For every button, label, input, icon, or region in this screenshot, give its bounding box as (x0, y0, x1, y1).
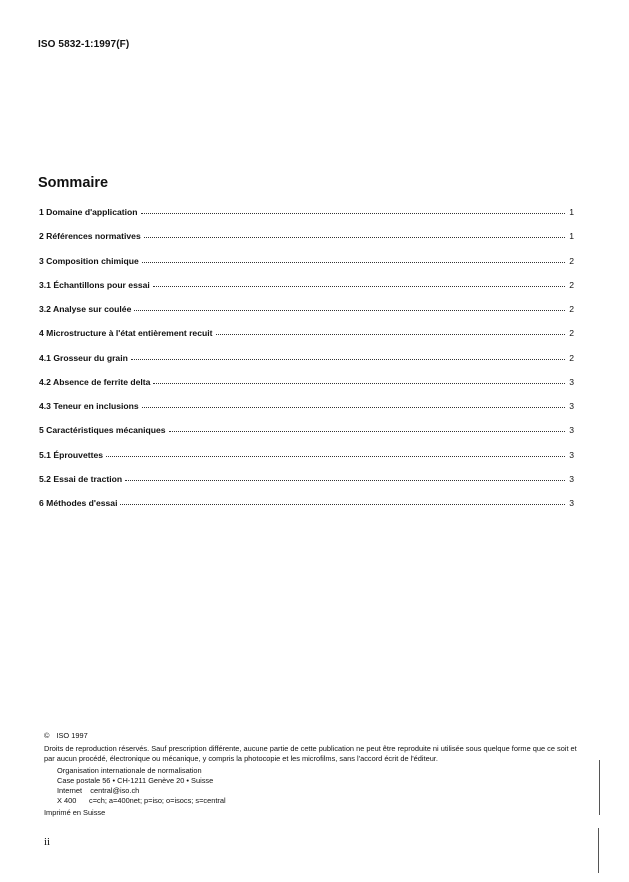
page-number: ii (44, 836, 51, 848)
toc-entry-label: 4 Microstructure à l'état entièrement recuit (39, 328, 213, 339)
toc-entry[interactable] (39, 280, 574, 304)
dot-leader (153, 383, 565, 384)
toc-entry[interactable] (39, 498, 574, 522)
copyright-icon: © (44, 731, 50, 740)
dot-leader (169, 431, 565, 432)
dot-leader (106, 456, 565, 457)
toc-entry[interactable] (39, 207, 574, 231)
dot-leader (134, 310, 565, 311)
dot-leader (131, 359, 565, 360)
toc-entry-label: 4.2 Absence de ferrite delta (39, 376, 151, 387)
toc-entry-label: 2 Références normatives (39, 231, 141, 242)
copyright-text: ISO 1997 (56, 731, 88, 740)
toc-entry-page: 2 (569, 328, 574, 339)
dot-leader (120, 504, 565, 505)
toc-entry[interactable] (39, 401, 574, 425)
toc-entry-page: 2 (569, 352, 574, 363)
copyright-line (44, 731, 584, 741)
dot-leader (142, 407, 565, 408)
toc-entry-page: 2 (569, 279, 574, 290)
toc-title: Sommaire (38, 175, 109, 191)
toc-entry-label: 1 Domaine d'application (39, 207, 138, 217)
x400-label: X 400 (57, 796, 77, 805)
toc-entry-label: 4.3 Teneur en inclusions (39, 401, 139, 411)
rights-statement: Droits de reproduction réservés. Sauf prescription différente, aucune partie de cette publication ne peut être reproduite ni utilisée sous quelque forme que ce soit et par aucun procédé, électronique ou mécanique, y compris la photocopie et les microfilms, sans l'accord écrit de l'éditeur. (44, 744, 577, 763)
dot-leader (216, 334, 566, 335)
toc-entry-page: 2 (569, 304, 574, 314)
toc-entry[interactable] (39, 377, 574, 401)
organization-block (57, 766, 584, 806)
toc-entry-label: 5 Caractéristiques mécaniques (39, 425, 166, 436)
toc-entry[interactable] (39, 353, 574, 377)
scan-edge-mark (599, 760, 600, 815)
organization-name: Organisation internationale de normalisation (57, 766, 202, 775)
toc-entry[interactable] (39, 474, 574, 498)
toc-entry-label: 5.2 Essai de traction (39, 473, 123, 484)
toc-entry-label: 3.2 Analyse sur coulée (39, 304, 132, 314)
toc-entry-page: 3 (569, 401, 574, 411)
toc-entry-label: 5.1 Éprouvettes (39, 449, 103, 460)
document-header: ISO 5832-1:1997(F) (38, 39, 130, 50)
toc-entry-page: 3 (569, 498, 574, 508)
toc-entry[interactable] (39, 425, 574, 449)
toc-entry-page: 1 (569, 231, 574, 242)
toc-entry[interactable] (39, 256, 574, 280)
toc-entry-page: 2 (569, 255, 574, 266)
toc-entry[interactable] (39, 328, 574, 352)
toc-entry-page: 3 (569, 425, 574, 436)
internet-address: Internet central@iso.ch (57, 786, 140, 795)
toc-entry-page: 3 (569, 376, 574, 387)
toc-entry-label: 3 Composition chimique (39, 255, 139, 266)
x400-value: c=ch; a=400net; p=iso; o=isocs; s=central (89, 796, 226, 805)
table-of-contents (39, 207, 574, 522)
dot-leader (144, 237, 565, 238)
postal-address: Case postale 56 • CH-1211 Genève 20 • Suisse (57, 776, 214, 785)
dot-leader (125, 480, 565, 481)
toc-entry[interactable] (39, 450, 574, 474)
legal-notice (44, 731, 584, 818)
toc-entry-label: 3.1 Échantillons pour essai (39, 279, 150, 290)
toc-entry-page: 1 (569, 207, 574, 217)
toc-entry-page: 3 (569, 473, 574, 484)
x400-address (57, 796, 584, 806)
dot-leader (153, 286, 565, 287)
printed-in: Imprimé en Suisse (44, 808, 106, 817)
dot-leader (141, 213, 565, 214)
toc-entry[interactable] (39, 304, 574, 328)
dot-leader (142, 262, 565, 263)
toc-entry[interactable] (39, 231, 574, 255)
toc-entry-label: 6 Méthodes d'essai (39, 498, 118, 508)
toc-entry-label: 4.1 Grosseur du grain (39, 352, 128, 363)
scan-edge-mark (598, 828, 599, 873)
toc-entry-page: 3 (569, 449, 574, 460)
